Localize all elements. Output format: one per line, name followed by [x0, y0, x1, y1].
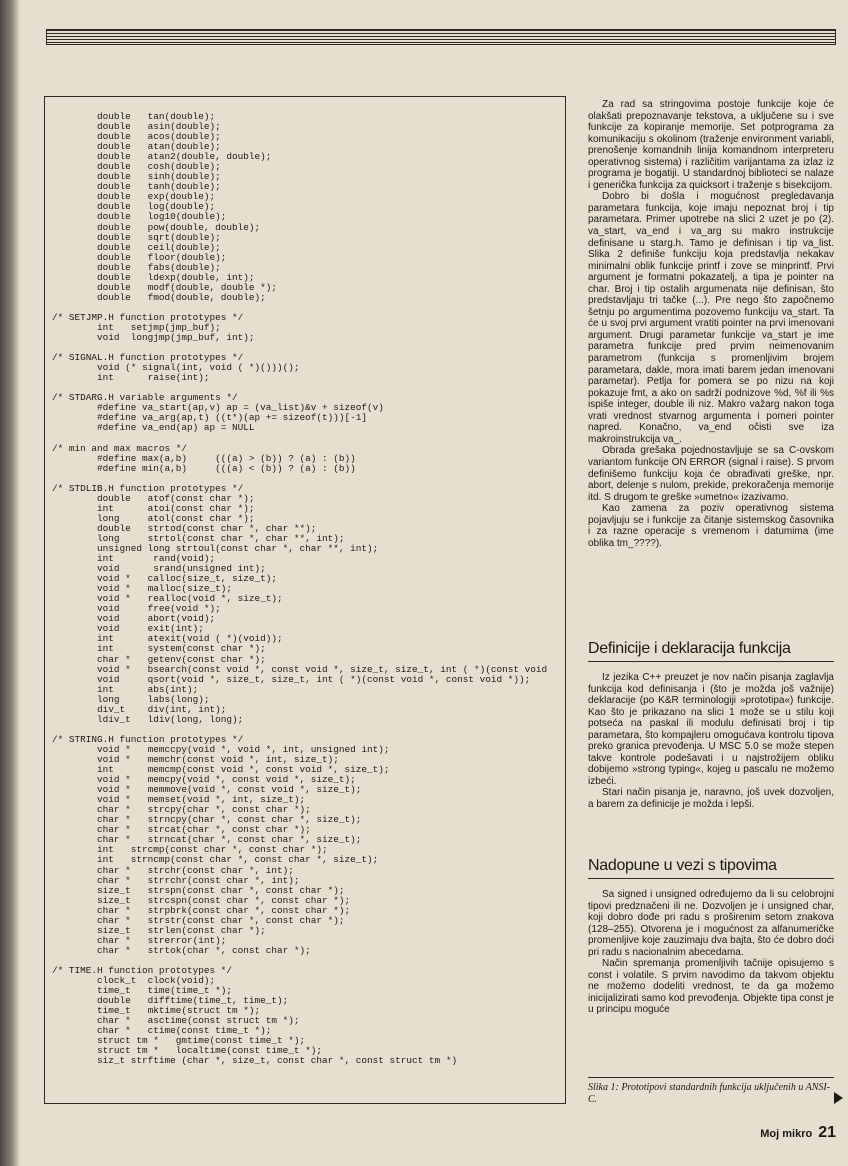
section-heading: Definicije i deklaracija funkcija — [588, 640, 834, 662]
paragraph: Iz jezika C++ preuzet je nov način pisanja zaglavlja funkcija kod definisanja i (što je možda još važnije) deklaracije (po K&R terminologiji »prototipa«) funkcije. Kao što je prikazano na slici 1 može se u stilu koji potseća na paskal ili modulu definisati broj i tip parametara, što kompajleru omogućava kontrolu tipova preko granica prevođenja. U MSC 5.0 se može stepen takve kontrole podešavati i u najstrožijem obliku dobijemo »strong typing«, kojeg u pascalu ne možemo izbeći. — [588, 672, 834, 787]
article-intro — [588, 99, 834, 549]
section-function-definitions — [588, 640, 834, 811]
code-text: double tan(double); double asin(double); double acos(double); double atan(double); double atan2(double, double); double cosh(double); double sinh(double); double tanh(double); double exp(double); double log(double); double log10(double); double pow(double, double); double sqrt(double); double ceil(double); double floor(double); double fabs(double); double ldexp(double, int); double modf(double, double *); double fmod(double, double); /* SETJMP.H function prototypes */ int setjmp(jmp_buf); void longjmp(jmp_buf, int); /* SIGNAL.H function prototypes */ void (* signal(int, void ( *)()))(); int raise(int); /* STDARG.H variable arguments */ #define va_start(ap,v) ap = (va_list)&v + sizeof(v) #define va_arg(ap,t) ((t*)(ap += sizeof(t)))[-1] #define va_end(ap) ap = NULL /* min and max macros */ #define max(a,b) (((a) > (b)) ? (a) : (b)) #define min(a,b) (((a) < (b)) ? (a) : (b)) /* STDLIB.H function prototypes */ double atof(const char *); int atoi(const char *); long atol(const char *); double strtod(const char *, char **); long strtol(const char *, char **, int); unsigned long strtoul(const char *, char **, int); int rand(void); void srand(unsigned int); void * calloc(size_t, size_t); void * malloc(size_t); void * realloc(void *, size_t); void free(void *); void abort(void); void exit(int); int atexit(void ( *)(void)); int system(const char *); char * getenv(const char *); void * bsearch(const void *, const void *, size_t, size_t, int ( *)(const void void qsort(void *, size_t, size_t, int ( *)(const void *, const void *)); int abs(int); long labs(long); div_t div(int, int); ldiv_t ldiv(long, long); /* STRING.H function prototypes */ void * memccpy(void *, void *, int, unsigned int); void * memchr(const void *, int, size_t); int memcmp(const void *, const void *, size_t); void * memcpy(void *, const void *, size_t); void * memmove(void *, const void *, size_t); void * memset(void *, int, size_t); char * strcpy(char *, const char *); char * strncpy(char *, const char *, size_t); char * strcat(char *, const char *); char * strncat(char *, const char *, size_t); int strcmp(const char *, const char *); int strncmp(const char *, const char *, size_t); char * strchr(const char *, int); char * strrchr(const char *, int); size_t strspn(const char *, const char *); size_t strcspn(const char *, const char *); char * strpbrk(const char *, const char *); char * strstr(const char *, const char *); size_t strlen(const char *); char * strerror(int); char * strtok(char *, const char *); /* TIME.H function prototypes */ clock_t clock(void); time_t time(time_t *); double difftime(time_t, time_t); time_t mktime(struct tm *); char * asctime(const struct tm *); char * ctime(const time_t *); struct tm * gmtime(const time_t *); struct tm * localtime(const time_t *); siz_t strftime (char *, size_t, const char *, const struct tm *) — [52, 112, 548, 1067]
continue-arrow-icon — [834, 1092, 843, 1104]
paragraph: Kao zamena za poziv operativnog sistema pojavljuju se i funkcije za čitanje sistemskog časovnika i za razne operacije s vremenom i datumima (ime oblika tm_????). — [588, 503, 834, 549]
paragraph: Za rad sa stringovima postoje funkcije koje će olakšati prepoznavanje tekstova, a uključene su i sve funkcije za kopiranje memorije. Set potprograma za komunikaciju s okolinom (traženje environment variabli, prenošenje komandnih linija komandnom interpreteru operativnog sistema) i različitim varijantama za izlaz iz programa je bogatiji. U standardnoj biblioteci se nalaze i generička funkcija za quicksort i traženje s bisekcijom. — [588, 99, 834, 191]
page-number: 21 — [818, 1124, 836, 1141]
header-rule — [46, 29, 836, 45]
page-fold-shadow — [0, 0, 20, 1166]
paragraph: Sa signed i unsigned određujemo da li su celobrojni tipovi predznačeni ili ne. Dozvoljen je i unsigned char, koji dobro dođe pri radu s proširenim setom znakova (128–255). Otvorena je i mogućnost za alfanumeričke promenljive koje zauzimaju dva bajta, što će dobro doći pri radu s nacionalnim abecedama. — [588, 889, 834, 958]
paragraph: Stari način pisanja je, naravno, još uvek dozvoljen, a barem za definicije je možda i lepši. — [588, 787, 834, 811]
section-type-additions — [588, 857, 834, 1016]
section-heading: Nadopune u vezi s tipovima — [588, 857, 834, 879]
code-listing — [52, 112, 564, 1102]
paragraph: Način spremanja promenljivih tačnije opisujemo s const i volatile. S prvim navodimo da takvom objektu ne možemo dodeliti vrednost, te da ga možemo inicijalizirati samo kod prevođenja. Objekte tipa const je u principu moguće — [588, 958, 834, 1016]
figure-caption: Slika 1: Prototipovi standardnih funkcija uključenih u ANSI-C. — [588, 1077, 834, 1106]
magazine-name: Moj mikro — [760, 1128, 813, 1140]
page-footer — [740, 1124, 836, 1142]
paragraph: Dobro bi došla i mogućnost pregledavanja parametara funkcija, koje imaju nepoznat broj i tip parametara. Primer upotrebe na slici 2 uzet je po (2). va_start, va_end i va_arg su makro instrukcije definisane u starg.h. Tamo je definisan i tip va_list. Slika 2 definiše funkciju koja predstavlja nekakav minimalni oblik funkcije printf i zove se minprintf. Prvi argument je formatni pokazatelj, a tipa je pointer na char. Broj i tip ostalih argumenata nije definisan, što predstavljaju tri tačke (...). Pre nego što započnemo šetnju po argumentima pozovemo funkciju va_start. Ta će u svoj prvi argument vratiti pointer na prvi imenovani argument. Drugi parametar funkcije va_start je ime parametra funkcije pred prvim neimenovanim parametrom (funkcija s promenljivim brojem parametara, dakle, mora imati barem jedan imenovani parametar). Petlja for pomera se po nizu na koji pokazuje fmt, a ako on sadrži podnizove %d, %f ili %s ispiše integer, double ili niz. Makro važarg nakon toga vrati vrednost stvarnog argumenta i pomeri pointer napred. Konačno, va_end očisti sve iza makroinstrukcija va_. — [588, 191, 834, 445]
paragraph: Obrada grešaka pojednostavljuje se sa C-ovskom variantom funkcije ON ERROR (signal i raise). S prvom definišemo funkciju koja će obrađivati greške, npr. abort, delenje s nulom, prekide, prekoračenja memorije itd. S drugom te greške »umetno« izazivamo. — [588, 445, 834, 503]
